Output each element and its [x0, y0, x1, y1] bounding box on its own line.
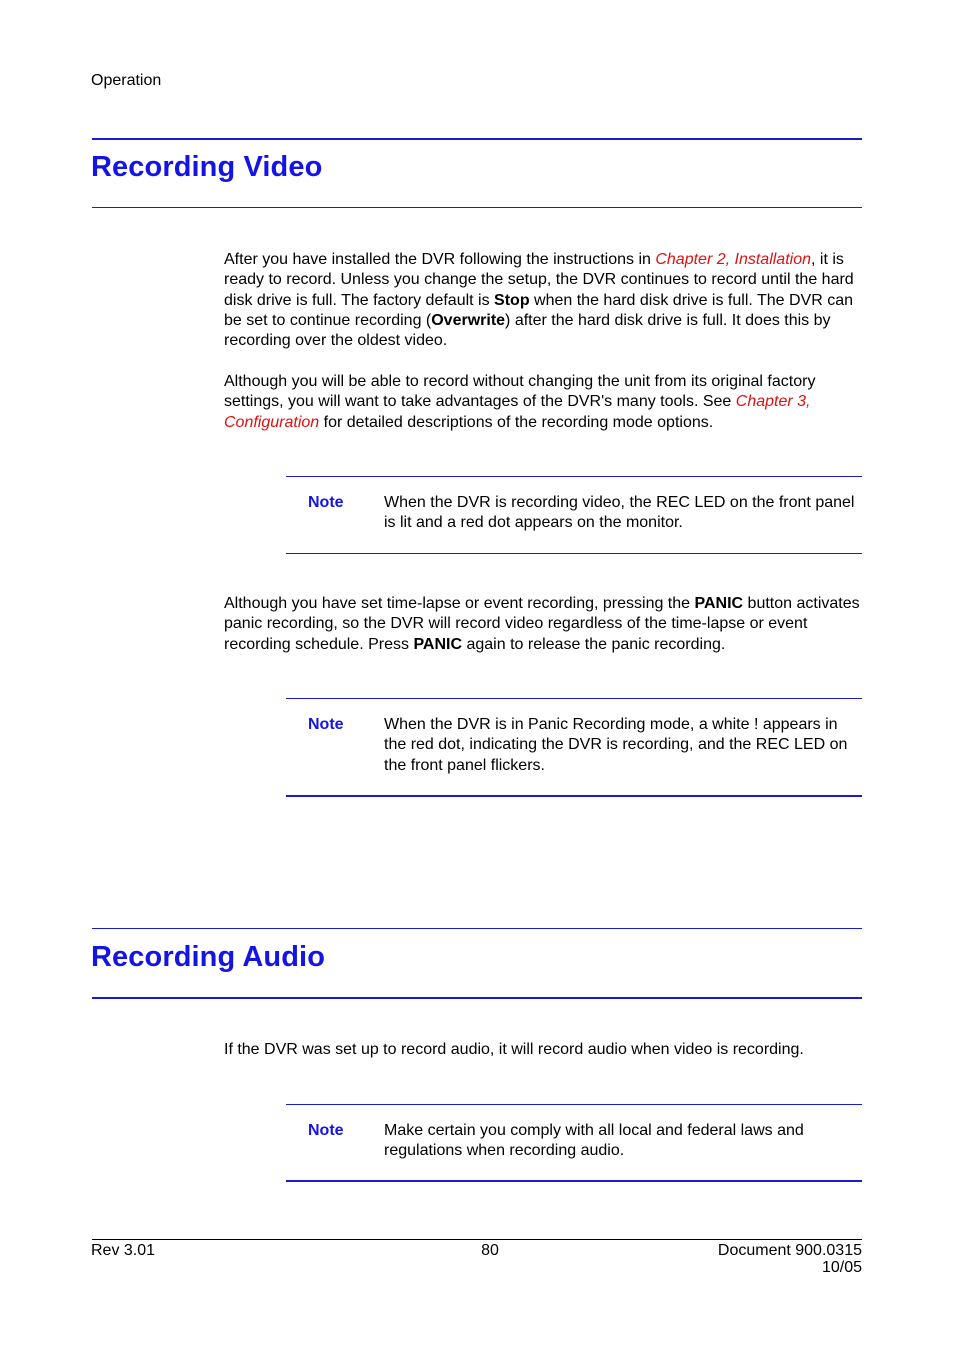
paragraph-install — [224, 250, 864, 351]
text-run: ) after the hard disk drive is full. It does this by recording over the oldest video. — [224, 311, 831, 350]
note-label: Note — [308, 716, 344, 733]
link-chapter-2[interactable]: Chapter 2, Installation — [655, 251, 811, 268]
section-title-recording-video: Recording Video — [91, 151, 323, 183]
bold-overwrite: Overwrite — [431, 311, 506, 329]
section-top-rule — [92, 928, 862, 929]
note-text: Make certain you comply with all local and federal laws and regulations when recording audio. — [384, 1122, 804, 1160]
note-top-rule — [286, 698, 862, 699]
note-bottom-rule — [286, 1180, 862, 1182]
bold-stop: Stop — [494, 291, 530, 309]
footer-document-number: Document 900.0315 — [717, 1242, 862, 1259]
paragraph-panic — [224, 594, 864, 655]
note-bottom-rule — [286, 553, 862, 554]
section-title-recording-audio: Recording Audio — [91, 941, 326, 973]
note-label: Note — [308, 494, 344, 511]
footer-rule — [92, 1239, 862, 1240]
note-text: When the DVR is recording video, the REC LED on the front panel is lit and a red dot appears on the monitor. — [384, 494, 855, 532]
text-run: Although you have set time-lapse or event recording, pressing the — [224, 595, 695, 612]
text-run: After you have installed the DVR following the instructions in — [224, 251, 656, 268]
paragraph-audio: If the DVR was set up to record audio, it will record audio when video is recording. — [224, 1041, 804, 1058]
section-bottom-rule — [92, 207, 862, 208]
text-run: button activates panic recording, so the DVR will record video regardless of the time-lapse or event recording schedule. Press — [224, 595, 860, 653]
link-chapter-3[interactable]: Chapter 3, Configuration — [224, 393, 811, 431]
section-top-rule — [92, 138, 862, 140]
bold-panic: PANIC — [413, 635, 463, 653]
note-top-rule — [286, 1104, 862, 1105]
paragraph-settings — [224, 372, 864, 433]
note-top-rule — [286, 476, 862, 477]
text-run: , it is ready to record. Unless you change the setup, the DVR continues to record until the hard disk drive is full. The factory default is — [224, 251, 854, 309]
text-run: when the hard disk drive is full. The DVR can be set to continue recording ( — [224, 291, 854, 329]
note-text: When the DVR is in Panic Recording mode, a white ! appears in the red dot, indicating the DVR is recording, and the REC LED on the front panel flickers. — [384, 716, 848, 774]
section-bottom-rule — [92, 997, 862, 999]
text-run: again to release the panic recording. — [462, 635, 726, 653]
note-label: Note — [308, 1122, 344, 1139]
footer-date: 10/05 — [821, 1259, 862, 1276]
text-run: for detailed descriptions of the recording mode options. — [319, 413, 714, 431]
footer-revision: Rev 3.01 — [91, 1242, 156, 1259]
bold-panic: PANIC — [694, 595, 744, 612]
footer-page-number: 80 — [481, 1242, 499, 1259]
running-header: Operation — [91, 72, 162, 89]
note-bottom-rule — [286, 795, 862, 797]
text-run: Although you will be able to record without changing the unit from its original factory settings, you will want to take advantages of the DVR's many tools. See — [224, 373, 816, 411]
